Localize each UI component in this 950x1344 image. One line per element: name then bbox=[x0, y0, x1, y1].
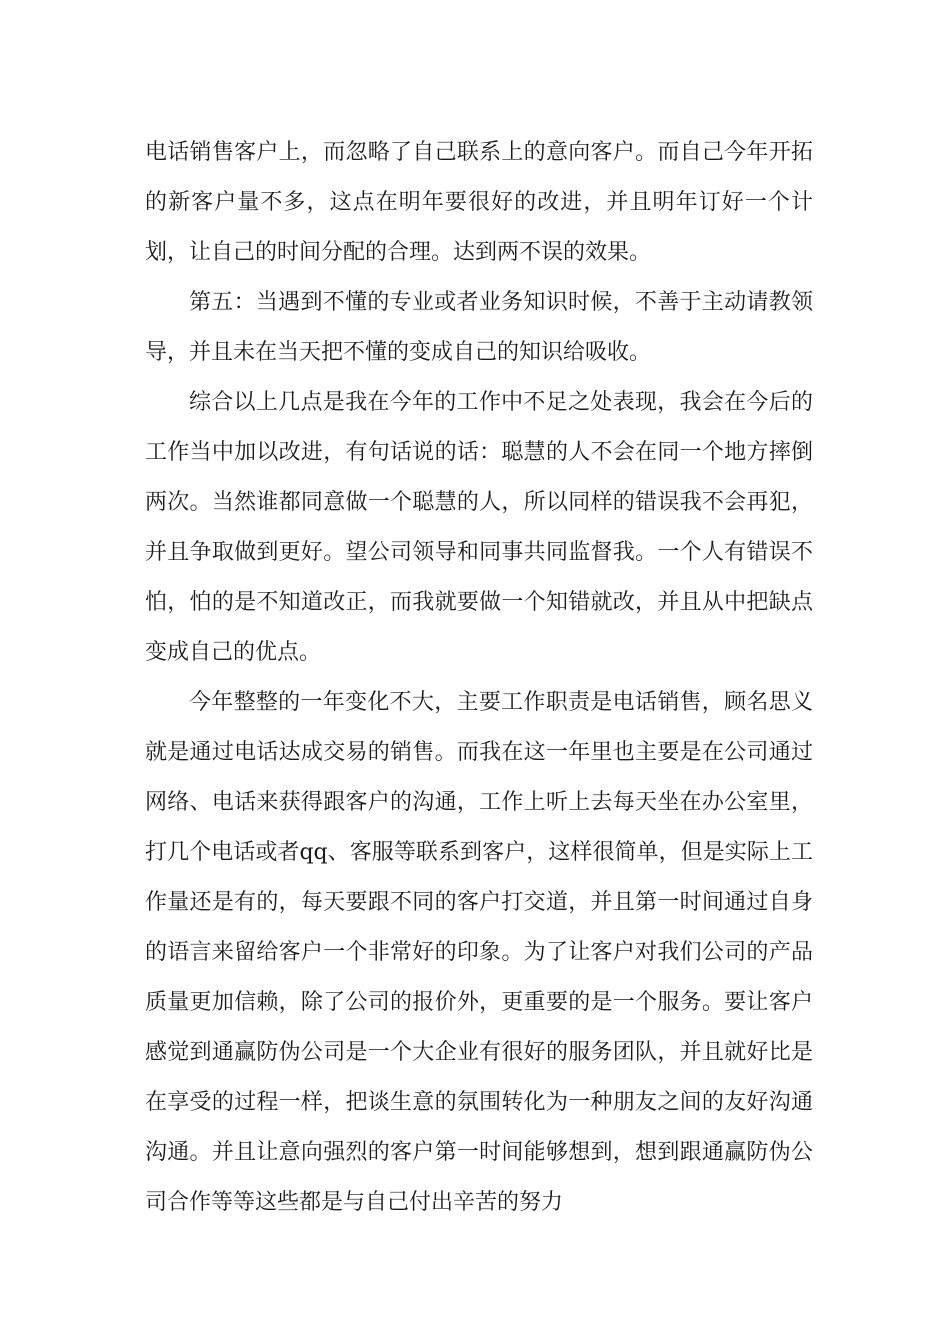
paragraph-3: 综合以上几点是我在今年的工作中不足之处表现，我会在今后的工作当中加以改进，有句话说的话：聪慧的人不会在同一个地方摔倒两次。当然谁都同意做一个聪慧的人，所以同样的错误我不会再犯，并且争取做到更好。望公司领导和同事共同监督我。一个人有错误不怕，怕的是不知道改正，而我就要做一个知错就改，并且从中把缺点变成自己的优点。 bbox=[145, 390, 813, 665]
paragraph-2: 第五：当遇到不懂的专业或者业务知识时候，不善于主动请教领导，并且未在当天把不懂的变成自己的知识给吸收。 bbox=[145, 290, 813, 365]
paragraph-1: 电话销售客户上，而忽略了自己联系上的意向客户。而自己今年开拓的新客户量不多，这点在明年要很好的改进，并且明年订好一个计划，让自己的时间分配的合理。达到两不误的效果。 bbox=[145, 140, 813, 265]
document-body bbox=[145, 128, 813, 1228]
paragraph-4: 今年整整的一年变化不大，主要工作职责是电话销售，顾名思义就是通过电话达成交易的销售。而我在这一年里也主要是在公司通过网络、电话来获得跟客户的沟通，工作上听上去每天坐在办公室里，打几个电话或者qq、客服等联系到客户，这样很简单，但是实际上工作量还是有的，每天要跟不同的客户打交道，并且第一时间通过自身的语言来留给客户一个非常好的印象。为了让客户对我们公司的产品质量更加信赖，除了公司的报价外，更重要的是一个服务。要让客户感觉到通赢防伪公司是一个大企业有很好的服务团队，并且就好比是在享受的过程一样，把谈生意的氛围转化为一种朋友之间的友好沟通沟通。并且让意向强烈的客户第一时间能够想到，想到跟通赢防伪公司合作等等这些都是与自己付出辛苦的努力 bbox=[145, 690, 813, 1215]
